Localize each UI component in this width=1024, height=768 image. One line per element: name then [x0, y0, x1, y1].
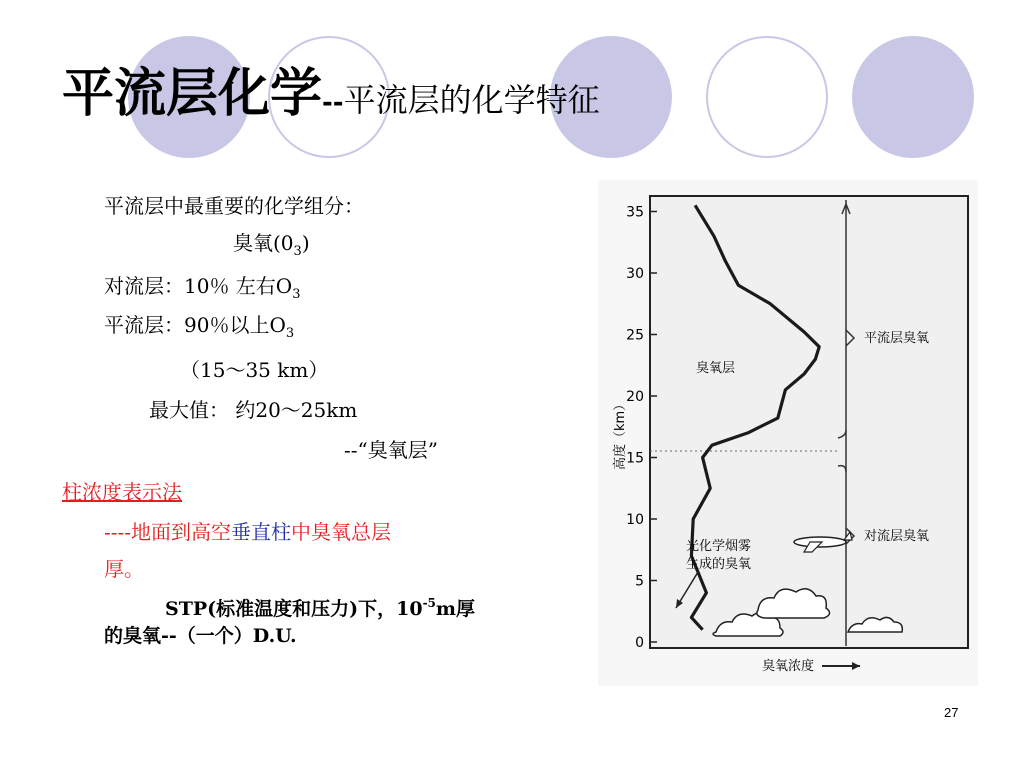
decorative-circle-3	[852, 36, 974, 158]
y-axis-label: 高度（km）	[613, 397, 628, 470]
definition-part-1: ----地面到高空	[104, 520, 232, 544]
y-tick-label: 20	[626, 389, 644, 405]
label-tropospheric-ozone: 对流层臭氧	[864, 529, 930, 544]
column-method-definition-end: 厚。	[104, 557, 144, 581]
y-tick-label: 35	[626, 204, 644, 221]
plot-frame	[650, 196, 968, 648]
ozone-text: 臭氧(0	[233, 231, 294, 255]
stratosphere-subscript: 3	[285, 326, 295, 341]
ozone-profile-svg	[598, 180, 978, 686]
stp-definition-line	[165, 597, 475, 619]
body-line-key-component: 平流层中最重要的化学组分：	[104, 194, 364, 218]
body-line-maximum: 最大值： 约20～25km	[149, 398, 358, 422]
label-ozone-layer: 臭氧层	[696, 361, 736, 376]
slide-title-main: 平流层化学	[62, 64, 323, 124]
y-tick-label: 15	[626, 450, 644, 467]
column-method-definition	[104, 522, 391, 542]
y-tick-label: 0	[635, 635, 644, 651]
body-line-troposphere	[104, 276, 300, 301]
slide-title-separator: --	[322, 88, 344, 118]
y-tick-label: 5	[635, 573, 644, 590]
body-line-ozone-layer: --“臭氧层”	[344, 438, 438, 462]
ozone-close-paren: )	[301, 231, 310, 255]
label-stratospheric-ozone: 平流层臭氧	[864, 331, 930, 346]
x-axis-arrow-head	[852, 662, 860, 670]
body-line-altitude-range: （15～35 km）	[180, 358, 329, 382]
y-tick-label: 10	[626, 512, 644, 528]
y-tick-label: 25	[626, 327, 644, 344]
slide-title	[62, 64, 600, 124]
definition-part-3: 中臭氧总层	[291, 520, 392, 544]
x-axis-label: 臭氧浓度	[762, 659, 815, 674]
troposphere-subscript: 3	[292, 287, 301, 302]
ozone-profile-figure	[598, 180, 978, 686]
stp-definition-line-2: 的臭氧--（一个）D.U.	[104, 625, 297, 647]
troposphere-text: 对流层：10％ 左右O	[104, 274, 293, 298]
stp-text: STP(标准温度和压力)下，10	[165, 598, 423, 620]
decorative-ring-2	[706, 36, 828, 158]
label-smog-line-1: 光化学烟雾	[686, 539, 752, 554]
definition-vertical-column: 垂直柱	[231, 520, 292, 544]
ozone-subscript: 3	[293, 244, 302, 259]
slide-title-subtitle: 平流层的化学特征	[343, 81, 600, 119]
column-method-heading: 柱浓度表示法	[62, 480, 182, 504]
body-line-stratosphere	[104, 315, 294, 340]
y-tick-label: 30	[626, 266, 644, 282]
label-smog-line-2: 生成的臭氧	[686, 557, 752, 572]
stp-unit: m厚	[435, 598, 476, 620]
stratosphere-text: 平流层：90％以上O	[104, 313, 286, 337]
page-number: 27	[944, 705, 959, 720]
stp-exponent: -5	[422, 596, 436, 610]
body-line-ozone	[233, 233, 310, 258]
